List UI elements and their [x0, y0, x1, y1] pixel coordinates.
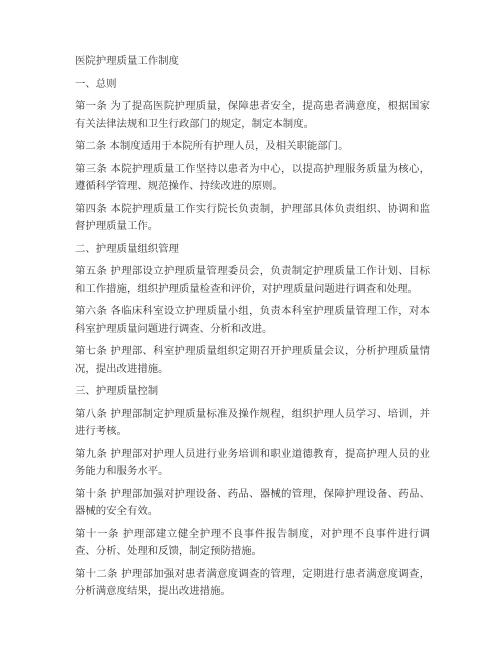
article-paragraph: 第一条 为了提高医院护理质量，保障患者安全，提高患者满意度，根据国家有关法律法规和卫生行政部门的规定，制定本制度。 — [75, 100, 430, 130]
article-paragraph: 第四条 本院护理质量工作实行院长负责制，护理部具体负责组织、协调和监督护理质量工作。 — [75, 202, 430, 232]
document-body — [75, 53, 430, 606]
article-paragraph: 第五条 护理部设立护理质量管理委员会，负责制定护理质量工作计划、目标和工作措施，组织护理质量检查和评价，对护理质量问题进行调查和处理。 — [75, 265, 430, 295]
article-paragraph: 第十一条 护理部建立健全护理不良事件报告制度，对护理不良事件进行调查、分析、处理和反馈，制定预防措施。 — [75, 527, 430, 557]
section-heading: 三、护理质量控制 — [75, 385, 159, 397]
article-paragraph: 第七条 护理部、科室护理质量组织定期召开护理质量会议，分析护理质量情况，提出改进措施。 — [75, 345, 430, 375]
article-paragraph: 第八条 护理部制定护理质量标准及操作规程，组织护理人员学习、培训，并进行考核。 — [75, 407, 430, 437]
section-heading: 一、总则 — [75, 77, 117, 90]
article-paragraph: 第三条 本院护理质量工作坚持以患者为中心，以提高护理服务质量为核心，遵循科学管理、规范操作、持续改进的原则。 — [75, 162, 430, 192]
article-paragraph: 第十二条 护理部加强对患者满意度调查的管理，定期进行患者满意度调查，分析满意度结果，提出改进措施。 — [75, 567, 430, 597]
article-paragraph: 第二条 本制度适用于本院所有护理人员，及相关职能部门。 — [75, 140, 349, 152]
article-paragraph: 第十条 护理部加强对护理设备、药品、器械的管理，保障护理设备、药品、器械的安全有效。 — [75, 487, 430, 517]
section-heading: 二、护理质量组织管理 — [75, 242, 179, 255]
article-paragraph: 第六条 各临床科室设立护理质量小组，负责本科室护理质量管理工作，对本科室护理质量问题进行调查、分析和改进。 — [75, 305, 430, 335]
document-title: 医院护理质量工作制度 — [75, 55, 179, 67]
article-paragraph: 第九条 护理部对护理人员进行业务培训和职业道德教育，提高护理人员的业务能力和服务水平。 — [75, 447, 430, 477]
